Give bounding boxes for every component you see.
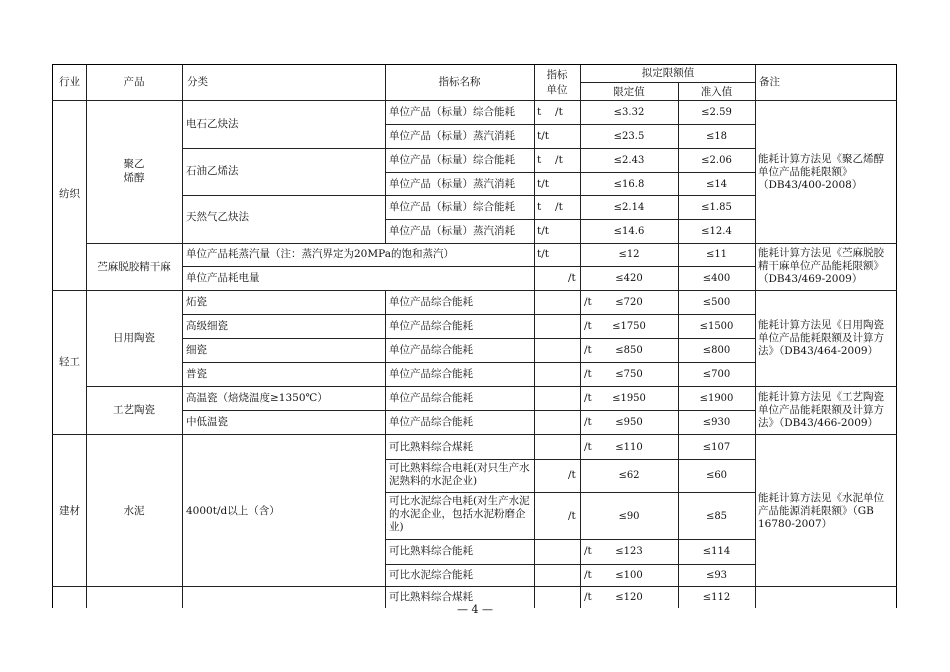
unit-cell: /t [568,510,576,522]
limit-value-cell: ≤120 [615,592,643,603]
limit-value-cell: ≤123 [615,546,643,557]
unit-cell: /t [584,441,592,453]
entry-value-cell: ≤2.06 [701,155,732,166]
column-divider [182,64,183,608]
entry-value-cell: ≤18 [705,131,728,142]
remark-cell: 能耗计算方法见《日用陶瓷单位产品能耗限额及计算方法》（DB43/464-2009） [758,319,884,357]
indicator-cell: 可比熟料综合电耗(对只生产水泥熟料的水泥企业) [389,462,530,487]
unit-cell: /t [584,545,592,557]
limit-value-cell: ≤2.14 [613,202,645,213]
unit-cell: /t [584,344,592,356]
entry-value-cell: ≤114 [702,546,731,557]
remark-cell: 能耗计算方法见《水泥单位产品能源消耗限额》（GB 16780-2007） [758,492,884,530]
unit-cell: /t [584,392,592,404]
entry-value-cell: ≤930 [702,417,731,428]
row-divider [385,124,756,125]
unit-cell: t/t [537,248,549,260]
table-border-top [52,64,897,65]
entry-value-cell: ≤112 [702,592,731,603]
limit-value-cell: ≤2.43 [613,155,645,166]
entry-value-cell: ≤1900 [699,393,734,404]
category-label: 高温瓷（焙烧温度≥1350℃） [186,392,328,404]
indicator-cell: 单位产品（标量）综合能耗 [389,201,515,213]
indicator-cell: 可比熟料综合煤耗 [389,591,473,603]
indicator-cell: 可比水泥综合能耗 [389,569,473,581]
entry-value-cell: ≤60 [705,470,728,481]
row-divider [385,219,756,220]
header-unit-line1: 指标 [546,69,568,81]
entry-value-cell: ≤14 [705,179,728,190]
entry-value-cell: ≤107 [702,442,731,453]
product-line: 聚乙 烯醇 [123,158,145,184]
category-label: 炻瓷 [186,296,207,308]
row-divider [385,492,756,493]
entry-value-cell: ≤12.4 [701,226,732,237]
unit-cell: /t [584,296,592,308]
indicator-cell: 单位产品综合能耗 [389,296,473,308]
industry-label: 轻工 [59,356,80,368]
limit-value-cell: ≤1750 [612,321,646,332]
header-limit-group: 拟定限额值 [641,67,695,79]
category-label: 4000t/d以上（含） [186,505,280,517]
row-divider [385,172,756,173]
limit-value-cell: ≤14.6 [613,226,645,237]
category-label: 天然气乙炔法 [186,211,249,223]
limit-value-cell: ≤23.5 [613,131,645,142]
category-label: 普瓷 [186,368,207,380]
row-divider [182,362,756,363]
product-label: 苎麻脱胶精干麻 [97,261,171,273]
category-label: 单位产品耗蒸汽量（注：蒸汽界定为20MPa的饱和蒸汽） [186,248,454,260]
row-divider [182,148,756,149]
unit-cell: /t [584,591,592,603]
unit-cell: /t [584,320,592,332]
product-label: 水泥 [123,505,145,517]
product-label: 日用陶瓷 [113,332,155,344]
header-limit-value: 限定值 [613,86,645,98]
remark-cell: 能耗计算方法见《聚乙烯醇单位产品能耗限额》（DB43/400-2008） [758,153,884,191]
column-divider [580,64,581,608]
header-unit-line2: 单位 [546,84,568,96]
indicator-cell: 单位产品综合能耗 [389,392,473,404]
header-industry: 行业 [59,76,80,88]
indicator-cell: 单位产品（标量）蒸汽消耗 [389,130,515,142]
row-divider [182,266,756,267]
column-divider [755,64,756,608]
limit-value-cell: ≤850 [615,345,643,356]
limit-value-cell: ≤12 [618,249,640,260]
unit-cell: /t [584,368,592,380]
category-label: 中低温瓷 [186,416,228,428]
header-indicator: 指标名称 [438,76,481,88]
row-divider [52,434,897,435]
entry-value-cell: ≤11 [705,249,728,260]
industry-label: 建材 [59,505,80,517]
limit-value-cell: ≤90 [618,511,640,522]
entry-value-cell: ≤700 [702,369,731,380]
indicator-cell: 单位产品（标量）综合能耗 [389,106,515,118]
unit-cell: t/t [537,130,549,142]
header-remark: 备注 [759,76,780,88]
limit-value-cell: ≤750 [615,369,643,380]
unit-cell: /t [584,569,592,581]
header-category: 分类 [187,76,208,88]
column-divider [534,64,535,608]
page-number: — 4 — [457,603,493,616]
row-divider [52,100,897,101]
limit-value-cell: ≤950 [615,417,643,428]
table-border-right [896,64,897,608]
indicator-cell: 单位产品综合能耗 [389,320,473,332]
row-divider [580,82,756,83]
row-divider [182,338,756,339]
entry-value-cell: ≤1500 [699,321,734,332]
row-divider [182,195,756,196]
indicator-cell: 单位产品综合能耗 [389,368,473,380]
row-divider [385,459,756,460]
category-label: 高级细瓷 [186,320,228,332]
entry-value-cell: ≤500 [702,297,731,308]
indicator-cell: 可比水泥综合电耗(对生产水泥的水泥企业，包括水泥粉磨企业) [389,495,530,533]
limit-value-cell: ≤720 [615,297,643,308]
entry-value-cell: ≤93 [705,570,728,581]
category-label: 单位产品耗电量 [186,272,260,284]
unit-cell: /t [584,416,592,428]
unit-cell: t /t [537,154,563,166]
row-divider [86,243,897,244]
product-label: 工艺陶瓷 [113,404,155,416]
unit-cell: /t [568,272,576,284]
limit-value-cell: ≤62 [618,470,640,481]
header-entry-value: 准入值 [700,86,733,98]
column-divider [385,64,386,244]
remark-cell: 能耗计算方法见《工艺陶瓷单位产品能耗限额及计算方法》（DB43/466-2009） [758,391,884,429]
indicator-cell: 可比熟料综合能耗 [389,545,473,557]
unit-cell: t /t [537,106,563,118]
limit-value-cell: ≤1950 [612,393,646,404]
row-divider [385,564,756,565]
limit-value-cell: ≤3.32 [613,107,645,118]
unit-cell: /t [568,469,576,481]
category-label: 电石乙炔法 [186,118,239,130]
row-divider [182,410,756,411]
indicator-cell: 单位产品综合能耗 [389,416,473,428]
industry-label: 纺织 [59,188,80,200]
row-divider [385,539,756,540]
header-product: 产品 [123,76,145,88]
limit-value-cell: ≤100 [615,570,643,581]
unit-cell: t/t [537,178,549,190]
entry-value-cell: ≤85 [705,511,728,522]
remark-cell: 能耗计算方法见《苎麻脱胶精干麻单位产品能耗限额》（DB43/469-2009） [758,247,884,285]
table-border-left [52,64,53,608]
row-divider [52,586,897,587]
unit-cell: t/t [537,225,549,237]
limit-value-cell: ≤110 [615,442,643,453]
indicator-cell: 单位产品（标量）蒸汽消耗 [389,225,515,237]
indicator-cell: 单位产品（标量）蒸汽消耗 [389,178,515,190]
row-divider [86,386,897,387]
entry-value-cell: ≤2.59 [701,107,732,118]
category-label: 石油乙烯法 [186,165,239,177]
unit-cell: t /t [537,201,563,213]
limit-value-cell: ≤16.8 [613,179,645,190]
indicator-cell: 可比熟料综合煤耗 [389,441,473,453]
indicator-cell: 单位产品综合能耗 [389,344,473,356]
limit-value-cell: ≤420 [615,273,643,284]
indicator-cell: 单位产品（标量）综合能耗 [389,154,515,166]
category-label: 细瓷 [186,344,207,356]
entry-value-cell: ≤800 [702,345,731,356]
entry-value-cell: ≤1.85 [701,202,732,213]
entry-value-cell: ≤400 [702,273,731,284]
row-divider [52,290,897,291]
product-label [86,157,182,185]
row-divider [182,314,756,315]
